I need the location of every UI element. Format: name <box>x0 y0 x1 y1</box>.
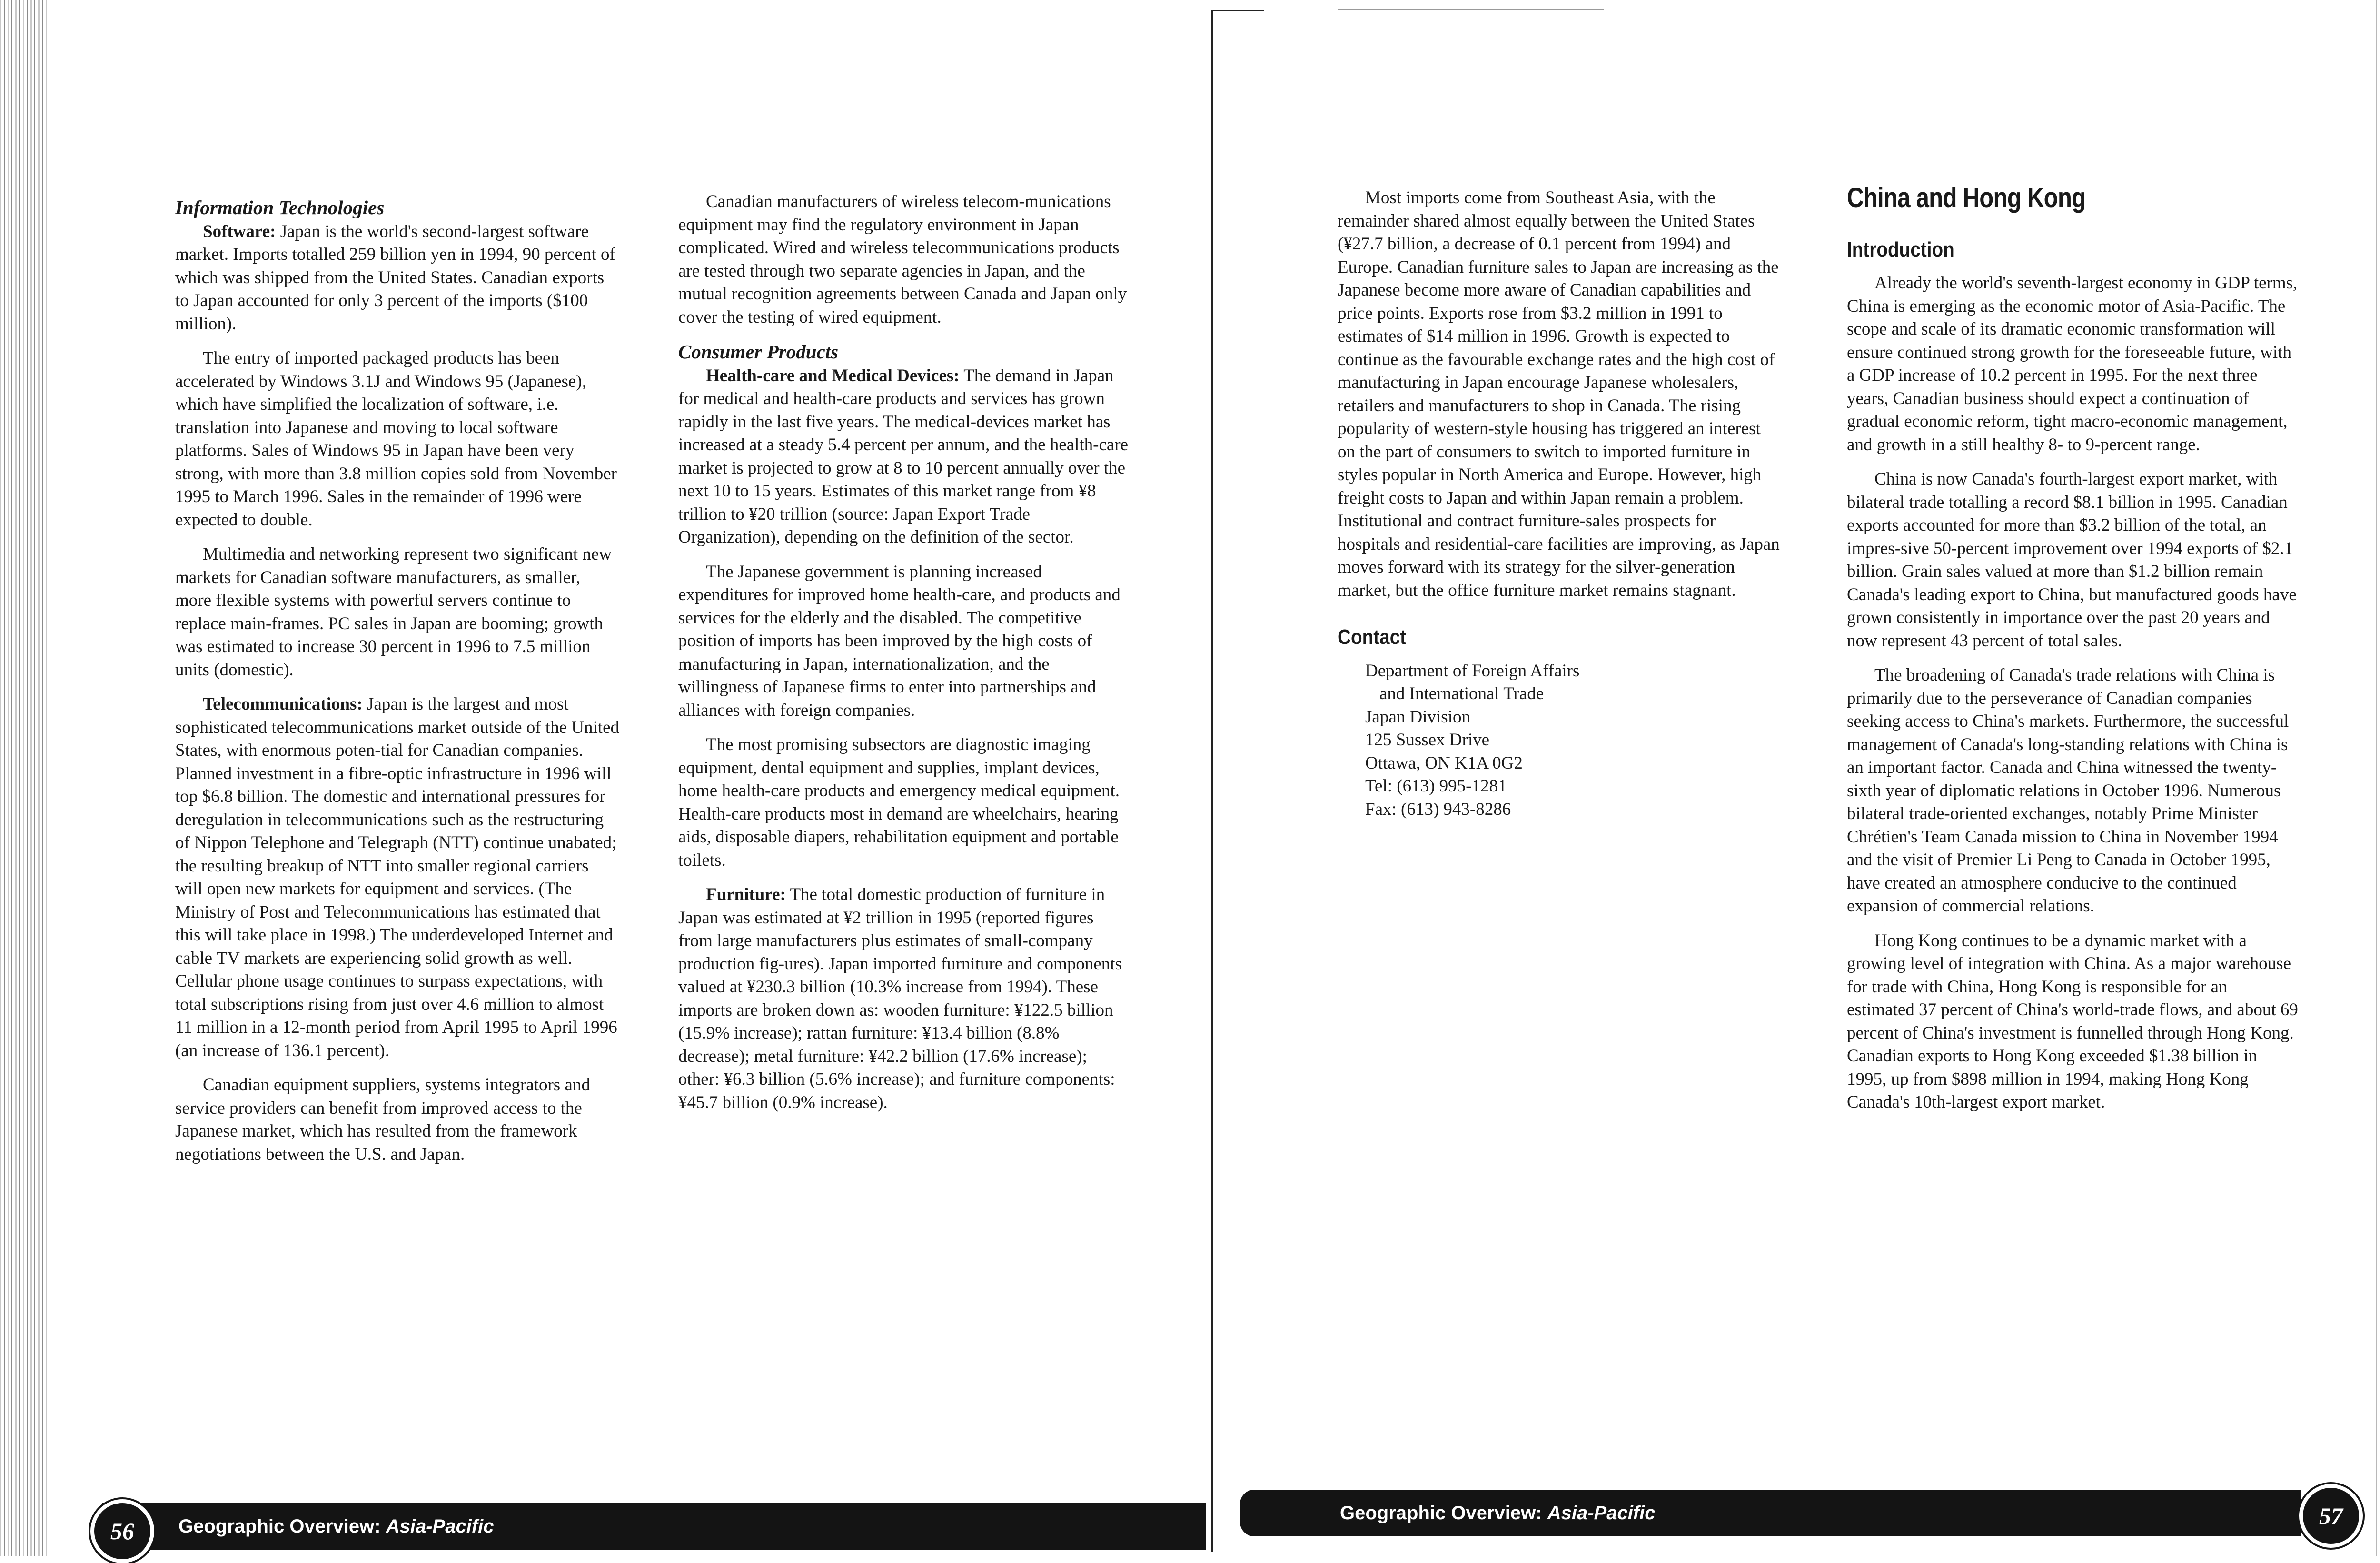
run-in-heading: Telecommunications: <box>203 694 363 714</box>
paragraph: Software: Japan is the world's second-largest software market. Imports totalled 259 billion yen in 1994, 90 percent of which was shipped from the United States. Canadian exports to Japan accounted for only 3 percent of the imports ($100 million). <box>175 221 615 334</box>
top-rule <box>1338 9 1604 10</box>
paragraph: Health-care and Medical Devices: The demand in Japan for medical and health-care products and services has grown rapidly in the last five years. The medical-devices market has increased at a steady 5.4 percent per annum, and the health-care market is projected to grow at 8 to 10 percent annually over the next 10 to 15 years. Estimates of this market range from ¥8 trillion to ¥20 trillion (source: Japan Export Trade Organization), depending on the definition of the sector. <box>678 366 1129 547</box>
left-column-2 <box>678 190 1130 1126</box>
right-column-1 <box>1338 187 1780 821</box>
book-spine <box>1211 10 1213 1552</box>
spine-tick <box>1211 10 1264 11</box>
section-heading-it: Information Technologies <box>175 197 385 218</box>
paragraph: Most imports come from Southeast Asia, with the remainder shared almost equally between the United States (¥27.7 billion, a decrease of 0.1 percent from 1994) and Europe. Canadian furniture sales to Japan are increasing as the Japanese become more aware of Canadian capabilities and price points. Exports rose from $3.2 million in 1991 to estimates of $14 million in 1996. Growth is expected to continue as the favourable exchange rates and the high cost of manufacturing in Japan encourage Japanese wholesalers, retailers and manufacturers to shop in Canada. The rising popularity of western-style housing has triggered an interest on the part of consumers to switch to imported furniture in styles popular in North America and Europe. However, high freight costs to Japan and within Japan remain a problem. Institutional and contract furniture-sales prospects for hospitals and residential-care facilities are improving, as Japan moves forward with its strategy for the silver-generation market, but the office furniture market remains stagnant. <box>1338 188 1780 600</box>
page-number-right: 57 <box>2299 1484 2363 1548</box>
run-in-heading: Software: <box>203 221 276 241</box>
footer-bar-left: Geographic Overview: Asia-Pacific <box>102 1503 1206 1550</box>
page-edge-right <box>2373 0 2380 1556</box>
paragraph: The Japanese government is planning increased expenditures for improved home health-care, and products and services for the elderly and the disabled. The competitive position of imports has been improved by the high costs of manufacturing in Japan, internationalization, and the willingness of Japanese firms to enter into partnerships and alliances with foreign companies. <box>678 562 1121 720</box>
contact-phone: Tel: (613) 995-1281 <box>1365 776 1507 796</box>
paragraph: Telecommunications: Japan is the largest and most sophisticated telecommunications market outside of the United States, with enormous poten-tial for Canadian companies. Planned investment in a fibre-optic infrastructure in 1996 will top $6.8 billion. The domestic and international pressures for deregulation in telecommunications such as the restructuring of Nippon Telephone and Telegraph (NTT) continue unabated; the resulting breakup of NTT into smaller regional carriers will open new markets for equipment and services. (The Ministry of Post and Telecommunications has estimated that this will take place in 1998.) The underdeveloped Internet and cable TV markets are experiencing solid growth as well. Cellular phone usage continues to surpass expectations, with total subscriptions rising from just over 4.6 million to almost 11 million in a 12-month period from April 1995 to April 1996 (an increase of 136.1 percent). <box>175 694 619 1060</box>
paragraph: China is now Canada's fourth-largest export market, with bilateral trade totalling a record $8.1 billion in 1995. Canadian exports accounted for more than $3.2 billion of the total, an impres-sive 50-percent improvement over 1994 exports of $2.1 billion. Grain sales valued at more than $1.2 billion remain Canada's leading export to China, but manufactured goods have grown consistently in importance over the past 20 years and now represent 43 percent of total sales. <box>1847 469 2297 651</box>
page-edge-left <box>0 0 48 1556</box>
paragraph: Furniture: The total domestic production of furniture in Japan was estimated at ¥2 trillion in 1995 (reported figures from large manufacturers plus estimates of small-company production fig-ures). Japan imported furniture and components valued at ¥230.3 billion (10.3% increase from 1994). These imports are broken down as: wooden furniture: ¥122.5 billion (15.9% increase); rattan furniture: ¥13.4 billion (8.8% decrease); metal furniture: ¥42.2 billion (17.6% increase); other: ¥6.3 billion (5.6% increase); and furniture components: ¥45.7 billion (0.9% increase). <box>678 885 1122 1112</box>
right-column-2 <box>1847 182 2299 1126</box>
section-title-china: China and Hong Kong <box>1847 182 2086 213</box>
paragraph: Multimedia and networking represent two significant new markets for Canadian software manufacturers, as smaller, more flexible systems with powerful servers continue to replace main-frames. PC sales in Japan are booming; growth was estimated to increase 30 percent in 1996 to 7.5 million units (domestic). <box>175 544 612 680</box>
run-in-heading: Health-care and Medical Devices: <box>706 366 960 386</box>
contact-address: Department of Foreign Affairs and International Trade Japan Division 125 Sussex Drive Ottawa, ON K1A 0G2 Tel: (613) 995-1281 Fax: (613) 943-8286 <box>1338 660 1780 821</box>
contact-fax: Fax: (613) 943-8286 <box>1365 799 1511 819</box>
paragraph: Canadian equipment suppliers, systems integrators and service providers can benefit from improved access to the Japanese market, which has resulted from the framework negotiations between the U.S. and Japan. <box>175 1075 590 1164</box>
section-heading-consumer: Consumer Products <box>678 341 839 363</box>
paragraph: Already the world's seventh-largest economy in GDP terms, China is emerging as the economic motor of Asia-Pacific. The scope and scale of its dramatic economic transformation will ensure continued strong growth for the foreseeable future, with a GDP increase of 10.2 percent in 1995. For the next three years, Canadian business should expect a continuation of gradual economic reform, tight macro-economic management, and growth in a still healthy 8- to 9-percent range. <box>1847 273 2298 455</box>
paragraph: Canadian manufacturers of wireless telecom-munications equipment may find the regulatory environment in Japan complicated. Wired and wireless telecommunications products are tested through two separate agencies in Japan, and the mutual recognition agreements between Canada and Japan only cover the testing of wired equipment. <box>678 192 1127 327</box>
paragraph: The most promising subsectors are diagnostic imaging equipment, dental equipment and supplies, implant devices, home health-care products and emergency medical equipment. Health-care products most in demand are wheelchairs, hearing aids, disposable diapers, rehabilitation equipment and portable toilets. <box>678 735 1120 870</box>
paragraph: Hong Kong continues to be a dynamic market with a growing level of integration with China. As a major warehouse for trade with China, Hong Kong is responsible for an estimated 37 percent of China's world-trade flows, and about 69 percent of China's investment is funnelled through Hong Kong. Canadian exports to Hong Kong exceeded $1.38 billion in 1995, up from $898 million in 1994, making Hong Kong Canada's 10th-largest export market. <box>1847 930 2298 1112</box>
footer-bar-right: Geographic Overview: Asia-Pacific <box>1240 1490 2301 1536</box>
run-in-heading: Furniture: <box>706 885 786 904</box>
paragraph: The broadening of Canada's trade relations with China is primarily due to the perseverance of Canadian companies seeking access to China's markets. Furthermore, the successful management of Canada's long-standing relations with China is an important factor. Canada and China witnessed the twenty-sixth year of diplomatic relations in October 1996. Numerous bilateral trade-oriented exchanges, notably Prime Minister Chrétien's Team Canada mission to China in November 1994 and the visit of Premier Li Peng to Canada in October 1995, have created an atmosphere conducive to the continued expansion of commercial relations. <box>1847 665 2289 916</box>
page-number-left: 56 <box>90 1499 154 1563</box>
paragraph: The entry of imported packaged products has been accelerated by Windows 3.1J and Windows 95 (Japanese), which have simplified the localization of software, i.e. translation into Japanese and moving to local software platforms. Sales of Windows 95 in Japan have been very strong, with more than 3.8 million copies sold from November 1995 to March 1996. Sales in the remainder of 1996 were expected to double. <box>175 348 617 530</box>
contact-heading: Contact <box>1338 625 1407 649</box>
left-column-1 <box>175 196 620 1177</box>
introduction-heading: Introduction <box>1847 237 1954 261</box>
